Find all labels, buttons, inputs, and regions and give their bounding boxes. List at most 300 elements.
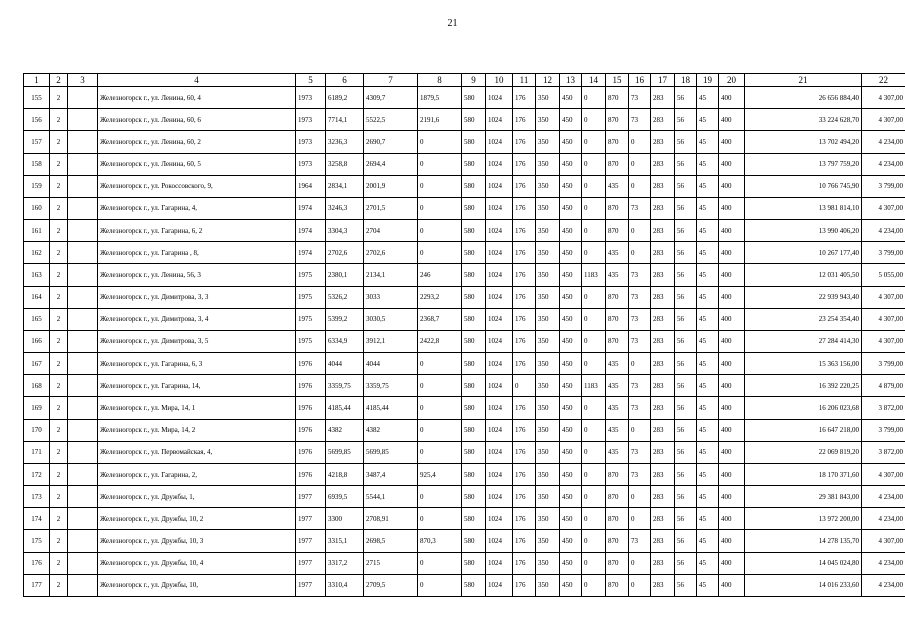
table-cell: 176 xyxy=(513,109,536,131)
table-cell: 45 xyxy=(697,353,719,375)
table-cell: 12 031 405,50 xyxy=(745,264,862,286)
table-cell: 56 xyxy=(675,508,697,530)
table-cell: 56 xyxy=(675,220,697,242)
table-cell: 176 xyxy=(513,441,536,463)
table-cell: 172 xyxy=(24,463,50,485)
table-cell: 1024 xyxy=(486,330,513,352)
table-cell: Железногорск г., ул. Димитрова, 3, 5 xyxy=(98,330,296,352)
table-cell: 2380,1 xyxy=(326,264,364,286)
table-cell: 45 xyxy=(697,419,719,441)
table-cell: 18 170 371,60 xyxy=(745,463,862,485)
table-cell: 2702,6 xyxy=(364,242,418,264)
table-cell: 1024 xyxy=(486,242,513,264)
table-cell: 2 xyxy=(50,574,68,596)
table-cell: 45 xyxy=(697,131,719,153)
table-cell: 4 234,00 xyxy=(862,508,905,530)
table-row xyxy=(24,375,905,397)
table-cell xyxy=(68,286,98,308)
column-header: 15 xyxy=(606,74,629,87)
table-cell: 400 xyxy=(719,330,745,352)
table-cell: 1975 xyxy=(296,330,326,352)
table-cell: 580 xyxy=(462,131,486,153)
page-number: 21 xyxy=(447,18,458,29)
table-cell: 1976 xyxy=(296,441,326,463)
table-cell: 283 xyxy=(651,286,675,308)
table-cell: 3 799,00 xyxy=(862,353,905,375)
table-cell: 176 xyxy=(513,308,536,330)
table-cell: 56 xyxy=(675,197,697,219)
table-cell: 14 278 135,70 xyxy=(745,530,862,552)
table-cell: 22 069 819,20 xyxy=(745,441,862,463)
table-cell: 171 xyxy=(24,441,50,463)
table-cell: 45 xyxy=(697,330,719,352)
table-cell: 45 xyxy=(697,109,719,131)
table-cell: 2 xyxy=(50,353,68,375)
table-cell: 3487,4 xyxy=(364,463,418,485)
table-cell xyxy=(68,397,98,419)
table-cell: 13 990 406,20 xyxy=(745,220,862,242)
table-cell: 1973 xyxy=(296,87,326,109)
table-cell: 870 xyxy=(606,286,629,308)
table-cell: 0 xyxy=(629,153,651,175)
table-cell: 0 xyxy=(582,574,606,596)
table-cell: 246 xyxy=(418,264,462,286)
table-cell: 2 xyxy=(50,552,68,574)
table-cell: 580 xyxy=(462,486,486,508)
table-cell: 350 xyxy=(536,441,560,463)
table-cell: 173 xyxy=(24,486,50,508)
table-cell: 160 xyxy=(24,197,50,219)
table-cell: 283 xyxy=(651,397,675,419)
table-cell: Железногорск г., ул. Гагарина, 6, 3 xyxy=(98,353,296,375)
table-cell: 870 xyxy=(606,308,629,330)
table-cell: 283 xyxy=(651,486,675,508)
table-cell: 450 xyxy=(560,308,582,330)
table-cell: 435 xyxy=(606,264,629,286)
table-cell: 580 xyxy=(462,175,486,197)
table-cell: 350 xyxy=(536,574,560,596)
table-cell: 435 xyxy=(606,441,629,463)
table-cell: 450 xyxy=(560,264,582,286)
table-cell: 2 xyxy=(50,109,68,131)
table-cell xyxy=(68,463,98,485)
table-cell: 176 xyxy=(513,286,536,308)
table-cell: 0 xyxy=(582,109,606,131)
table-cell xyxy=(68,486,98,508)
table-cell: 2 xyxy=(50,175,68,197)
table-cell: 400 xyxy=(719,552,745,574)
table-cell: 73 xyxy=(629,87,651,109)
table-cell: 2293,2 xyxy=(418,286,462,308)
table-cell: 4185,44 xyxy=(364,397,418,419)
table-cell: 0 xyxy=(418,220,462,242)
table-row xyxy=(24,441,905,463)
table-cell: 350 xyxy=(536,87,560,109)
column-header: 2 xyxy=(50,74,68,87)
table-cell: 0 xyxy=(582,220,606,242)
table-cell: 580 xyxy=(462,397,486,419)
table-cell: 176 xyxy=(513,330,536,352)
table-cell: 1024 xyxy=(486,441,513,463)
table-cell: 870 xyxy=(606,574,629,596)
table-cell: 0 xyxy=(629,552,651,574)
table-cell: 56 xyxy=(675,552,697,574)
table-cell: 0 xyxy=(582,353,606,375)
table-cell: 450 xyxy=(560,375,582,397)
table-cell: 450 xyxy=(560,552,582,574)
table-cell: 73 xyxy=(629,109,651,131)
table-cell: 4 234,00 xyxy=(862,131,905,153)
column-header: 6 xyxy=(326,74,364,87)
table-cell: 580 xyxy=(462,375,486,397)
column-header: 1 xyxy=(24,74,50,87)
table-cell: 45 xyxy=(697,87,719,109)
table-cell: 870 xyxy=(606,552,629,574)
table-cell: 1975 xyxy=(296,286,326,308)
table-cell: 1024 xyxy=(486,419,513,441)
table-cell: 4 307,00 xyxy=(862,463,905,485)
table-cell: 45 xyxy=(697,486,719,508)
table-cell: 450 xyxy=(560,197,582,219)
table-cell: 580 xyxy=(462,508,486,530)
table-cell: 0 xyxy=(629,131,651,153)
table-cell: 3 872,00 xyxy=(862,441,905,463)
table-cell: 1977 xyxy=(296,486,326,508)
table-cell: 450 xyxy=(560,330,582,352)
table-cell: 400 xyxy=(719,508,745,530)
table-cell: 5699,85 xyxy=(326,441,364,463)
table-cell: 56 xyxy=(675,353,697,375)
registry-table xyxy=(23,73,905,597)
table-cell: 350 xyxy=(536,508,560,530)
table-cell: Железногорск г., ул. Мира, 14, 2 xyxy=(98,419,296,441)
table-cell: 176 xyxy=(513,552,536,574)
table-cell: 1976 xyxy=(296,353,326,375)
table-cell: 45 xyxy=(697,220,719,242)
table-cell: 1024 xyxy=(486,397,513,419)
table-cell: 168 xyxy=(24,375,50,397)
table-cell: 0 xyxy=(582,175,606,197)
table-cell: 1976 xyxy=(296,397,326,419)
table-cell: 580 xyxy=(462,441,486,463)
table-row xyxy=(24,308,905,330)
table-row xyxy=(24,530,905,552)
table-cell: Железногорск г., ул. Гагарина, 6, 2 xyxy=(98,220,296,242)
table-cell: 29 381 843,00 xyxy=(745,486,862,508)
table-cell xyxy=(68,197,98,219)
table-cell: 2694,4 xyxy=(364,153,418,175)
table-cell: 0 xyxy=(629,486,651,508)
table-cell: 0 xyxy=(629,242,651,264)
table-cell: 400 xyxy=(719,353,745,375)
table-cell: 4382 xyxy=(326,419,364,441)
table-cell: 6189,2 xyxy=(326,87,364,109)
table-cell: 283 xyxy=(651,197,675,219)
table-cell: 400 xyxy=(719,264,745,286)
table-cell: 45 xyxy=(697,175,719,197)
column-header: 5 xyxy=(296,74,326,87)
table-cell: 3258,8 xyxy=(326,153,364,175)
table-cell xyxy=(68,220,98,242)
table-cell: 3317,2 xyxy=(326,552,364,574)
table-cell: 870 xyxy=(606,486,629,508)
table-cell: 450 xyxy=(560,530,582,552)
table-cell: 4 234,00 xyxy=(862,153,905,175)
table-cell: 0 xyxy=(582,330,606,352)
table-cell: Железногорск г., ул. Первомайская, 4, xyxy=(98,441,296,463)
table-row xyxy=(24,175,905,197)
table-cell: 73 xyxy=(629,330,651,352)
table-cell: 350 xyxy=(536,286,560,308)
table-cell: Железногорск г., ул. Ленина, 60, 2 xyxy=(98,131,296,153)
table-cell: 1024 xyxy=(486,308,513,330)
table-cell xyxy=(68,175,98,197)
table-cell: 5 055,00 xyxy=(862,264,905,286)
table-cell: 0 xyxy=(582,286,606,308)
table-cell: 176 xyxy=(513,131,536,153)
table-cell: 450 xyxy=(560,353,582,375)
table-cell: 176 xyxy=(513,574,536,596)
table-cell: 177 xyxy=(24,574,50,596)
table-cell: 580 xyxy=(462,264,486,286)
table-cell: 56 xyxy=(675,286,697,308)
table-cell: 1024 xyxy=(486,131,513,153)
table-cell: 4218,8 xyxy=(326,463,364,485)
table-cell: 56 xyxy=(675,419,697,441)
table-cell: 1024 xyxy=(486,87,513,109)
table-cell: 4 234,00 xyxy=(862,220,905,242)
column-header: 10 xyxy=(486,74,513,87)
table-cell: 400 xyxy=(719,220,745,242)
table-row xyxy=(24,131,905,153)
table-cell: 450 xyxy=(560,242,582,264)
table-cell: 450 xyxy=(560,286,582,308)
table-cell: 580 xyxy=(462,552,486,574)
table-cell: 176 xyxy=(513,463,536,485)
table-cell: 73 xyxy=(629,397,651,419)
table-cell: 45 xyxy=(697,375,719,397)
table-cell: 4 234,00 xyxy=(862,574,905,596)
table-cell: 870,3 xyxy=(418,530,462,552)
table-cell: 1024 xyxy=(486,552,513,574)
table-cell xyxy=(68,242,98,264)
table-cell: 400 xyxy=(719,574,745,596)
table-row xyxy=(24,197,905,219)
table-cell: 1024 xyxy=(486,109,513,131)
table-cell: 1964 xyxy=(296,175,326,197)
table-cell: 13 972 200,00 xyxy=(745,508,862,530)
table-cell: 0 xyxy=(418,397,462,419)
table-cell: 3246,3 xyxy=(326,197,364,219)
table-cell: Железногорск г., ул. Гагарина, 2, xyxy=(98,463,296,485)
table-cell: 3359,75 xyxy=(326,375,364,397)
table-cell: Железногорск г., ул. Рокоссовского, 9, xyxy=(98,175,296,197)
table-cell: 56 xyxy=(675,486,697,508)
table-cell: 350 xyxy=(536,131,560,153)
column-header: 13 xyxy=(560,74,582,87)
table-cell: 350 xyxy=(536,419,560,441)
table-cell: 45 xyxy=(697,397,719,419)
table-cell xyxy=(68,530,98,552)
table-row xyxy=(24,220,905,242)
table-cell: 2 xyxy=(50,131,68,153)
table-cell: 2715 xyxy=(364,552,418,574)
table-cell: Железногорск г., ул. Гагарина , 8, xyxy=(98,242,296,264)
table-cell: 4 879,00 xyxy=(862,375,905,397)
table-cell: 4 307,00 xyxy=(862,286,905,308)
table-cell: 6939,5 xyxy=(326,486,364,508)
table-cell: 0 xyxy=(582,419,606,441)
table-cell: 56 xyxy=(675,441,697,463)
table-cell: 15 363 156,00 xyxy=(745,353,862,375)
table-body xyxy=(24,87,905,597)
table-cell: 0 xyxy=(418,131,462,153)
table-cell: Железногорск г., ул. Дружбы, 10, xyxy=(98,574,296,596)
table-cell: 56 xyxy=(675,131,697,153)
table-cell: 45 xyxy=(697,197,719,219)
table-cell: 0 xyxy=(418,419,462,441)
table-cell: Железногорск г., ул. Дружбы, 10, 4 xyxy=(98,552,296,574)
table-cell: 26 656 884,40 xyxy=(745,87,862,109)
table-cell: 2 xyxy=(50,508,68,530)
table-cell: 73 xyxy=(629,308,651,330)
table-cell: 450 xyxy=(560,419,582,441)
table-cell: 283 xyxy=(651,153,675,175)
table-cell: 0 xyxy=(582,397,606,419)
table-cell: 4 307,00 xyxy=(862,308,905,330)
table-cell: 45 xyxy=(697,463,719,485)
table-cell: 174 xyxy=(24,508,50,530)
table-cell: 1024 xyxy=(486,197,513,219)
table-cell: 161 xyxy=(24,220,50,242)
table-row xyxy=(24,153,905,175)
table-cell: 5326,2 xyxy=(326,286,364,308)
table-cell: 400 xyxy=(719,441,745,463)
table-cell: Железногорск г., ул. Димитрова, 3, 3 xyxy=(98,286,296,308)
table-cell: 3912,1 xyxy=(364,330,418,352)
table-cell: 400 xyxy=(719,486,745,508)
table-cell: 2690,7 xyxy=(364,131,418,153)
table-cell: 14 016 233,60 xyxy=(745,574,862,596)
column-header: 9 xyxy=(462,74,486,87)
table-cell: 0 xyxy=(418,441,462,463)
table-cell: 0 xyxy=(418,153,462,175)
table-cell: 73 xyxy=(629,197,651,219)
table-cell: 2 xyxy=(50,419,68,441)
table-cell: 22 939 943,40 xyxy=(745,286,862,308)
table-cell: 2 xyxy=(50,264,68,286)
table-cell: 176 xyxy=(513,264,536,286)
table-cell: 56 xyxy=(675,463,697,485)
column-header: 4 xyxy=(98,74,296,87)
table-cell: 580 xyxy=(462,286,486,308)
table-cell: 4 234,00 xyxy=(862,552,905,574)
table-cell: 176 xyxy=(513,419,536,441)
table-cell: 1974 xyxy=(296,242,326,264)
table-cell: 2 xyxy=(50,242,68,264)
table-cell xyxy=(68,353,98,375)
table-cell: 0 xyxy=(418,508,462,530)
table-cell: 1976 xyxy=(296,419,326,441)
table-cell: 283 xyxy=(651,220,675,242)
table-cell xyxy=(68,441,98,463)
table-cell: 3359,75 xyxy=(364,375,418,397)
table-cell: 167 xyxy=(24,353,50,375)
table-cell: 1024 xyxy=(486,175,513,197)
table-cell: 23 254 354,40 xyxy=(745,308,862,330)
table-cell: 45 xyxy=(697,508,719,530)
column-header: 21 xyxy=(745,74,862,87)
table-cell: 435 xyxy=(606,242,629,264)
table-cell: 4044 xyxy=(326,353,364,375)
table-cell: 27 284 414,30 xyxy=(745,330,862,352)
header-row xyxy=(24,74,905,87)
table-cell: 73 xyxy=(629,463,651,485)
table-cell: 350 xyxy=(536,397,560,419)
table-cell: 870 xyxy=(606,220,629,242)
column-header: 14 xyxy=(582,74,606,87)
table-cell: 870 xyxy=(606,508,629,530)
table-cell: 283 xyxy=(651,375,675,397)
table-cell: 2422,8 xyxy=(418,330,462,352)
table-cell: 350 xyxy=(536,530,560,552)
table-cell: 4 307,00 xyxy=(862,87,905,109)
table-cell: 580 xyxy=(462,220,486,242)
table-cell: 283 xyxy=(651,419,675,441)
table-cell: 0 xyxy=(418,375,462,397)
table-cell: 2702,6 xyxy=(326,242,364,264)
table-row xyxy=(24,574,905,596)
table-cell: 1024 xyxy=(486,508,513,530)
table-cell: 2 xyxy=(50,197,68,219)
table-cell: 56 xyxy=(675,308,697,330)
table-cell: 283 xyxy=(651,441,675,463)
table-cell xyxy=(68,574,98,596)
table-cell: 16 647 218,00 xyxy=(745,419,862,441)
table-cell: 350 xyxy=(536,242,560,264)
table-cell: 1024 xyxy=(486,286,513,308)
table-cell: 176 xyxy=(513,153,536,175)
table-cell: 0 xyxy=(582,197,606,219)
table-cell: 0 xyxy=(418,486,462,508)
table-cell: 580 xyxy=(462,109,486,131)
table-cell: 0 xyxy=(582,242,606,264)
table-cell: 870 xyxy=(606,530,629,552)
table-cell: 56 xyxy=(675,530,697,552)
table-cell: 400 xyxy=(719,131,745,153)
table-cell: 0 xyxy=(418,197,462,219)
table-cell: 1977 xyxy=(296,508,326,530)
table-cell: 2134,1 xyxy=(364,264,418,286)
table-cell: 450 xyxy=(560,574,582,596)
table-cell: 165 xyxy=(24,308,50,330)
table-cell: 56 xyxy=(675,574,697,596)
table-cell: Железногорск г., ул. Ленина, 60, 4 xyxy=(98,87,296,109)
table-cell: 1975 xyxy=(296,308,326,330)
table-cell: 350 xyxy=(536,375,560,397)
column-header: 18 xyxy=(675,74,697,87)
table-cell: 156 xyxy=(24,109,50,131)
table-cell: 73 xyxy=(629,375,651,397)
table-cell: 163 xyxy=(24,264,50,286)
table-cell: Железногорск г., ул. Гагарина, 4, xyxy=(98,197,296,219)
table-cell: 0 xyxy=(582,530,606,552)
table-cell: 45 xyxy=(697,286,719,308)
table-cell: 73 xyxy=(629,441,651,463)
table-cell: 2701,5 xyxy=(364,197,418,219)
table-cell: 45 xyxy=(697,264,719,286)
table-row xyxy=(24,419,905,441)
